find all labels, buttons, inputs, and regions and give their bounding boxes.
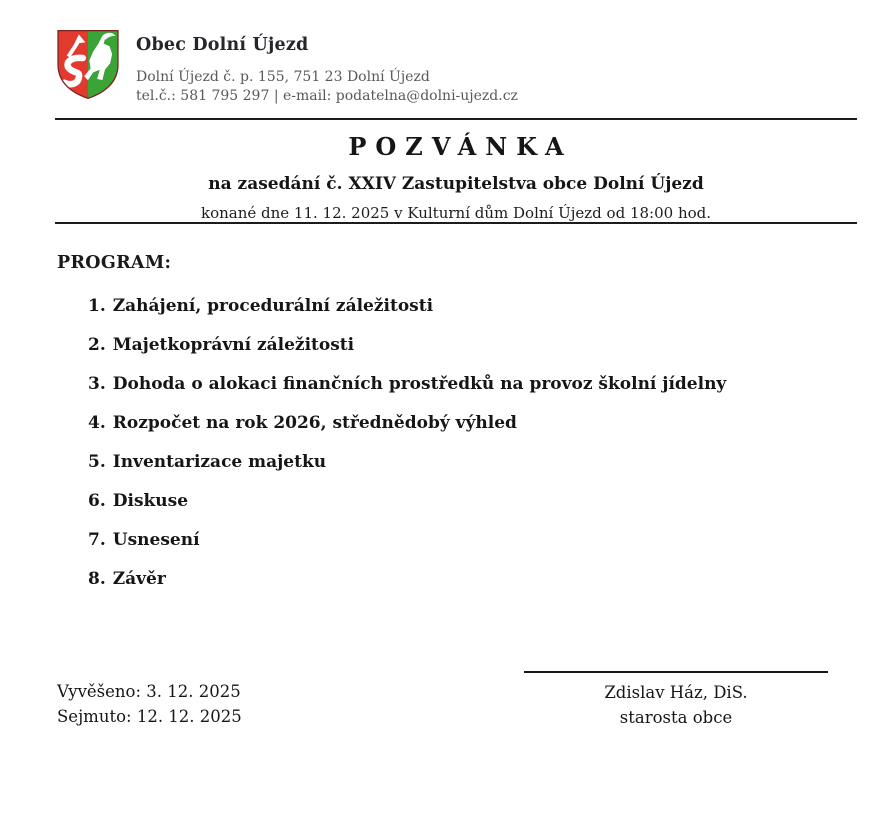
program-item-text: Dohoda o alokaci finančních prostředků na provoz školní jídelny: [112, 374, 727, 394]
signer-name: Zdislav Ház, DiS.: [604, 683, 748, 702]
program-item: [88, 569, 855, 589]
program-item-number: 2.: [88, 335, 106, 355]
organization-contact-block: [136, 68, 518, 106]
program-item-text: Inventarizace majetku: [112, 452, 327, 472]
municipal-coat-of-arms-icon: [55, 28, 121, 101]
program-item-text: Závěr: [112, 569, 166, 589]
program-item: [88, 530, 855, 550]
signer-title: starosta obce: [619, 708, 733, 727]
program-item-text: Rozpočet na rok 2026, střednědobý výhled: [112, 413, 517, 433]
program-item: [88, 452, 855, 472]
organization-address: Dolní Újezd č. p. 155, 751 23 Dolní Újezd: [136, 69, 430, 85]
organization-name: Obec Dolní Újezd: [136, 35, 309, 55]
document-subtitle: na zasedání č. XXIV Zastupitelstva obce Dolní Újezd: [208, 174, 704, 194]
program-item-number: 1.: [88, 296, 106, 316]
program-item-number: 8.: [88, 569, 106, 589]
program-item-number: 6.: [88, 491, 106, 511]
program-item: [88, 335, 855, 355]
program-item-number: 4.: [88, 413, 106, 433]
signature-block: [524, 671, 828, 730]
program-item-text: Zahájení, procedurální záležitosti: [112, 296, 434, 316]
letterhead: [55, 28, 857, 106]
program-item-number: 5.: [88, 452, 106, 472]
title-block: [55, 132, 857, 222]
program-item-text: Majetkoprávní záležitosti: [112, 335, 355, 355]
program-heading: PROGRAM:: [57, 253, 172, 273]
program-item-text: Usnesení: [112, 530, 200, 550]
removed-date: Sejmuto: 12. 12. 2025: [57, 707, 242, 726]
divider-bottom: [55, 222, 857, 224]
document-title: POZVÁNKA: [348, 132, 573, 161]
program-list: [88, 296, 855, 608]
meeting-date-place: konané dne 11. 12. 2025 v Kulturní dům Dolní Újezd od 18:00 hod.: [200, 204, 712, 222]
signature-line: [524, 671, 828, 673]
program-item: [88, 491, 855, 511]
program-item-number: 3.: [88, 374, 106, 394]
coat-of-arms-svg: [55, 28, 121, 101]
program-item: [88, 296, 855, 316]
posted-date: Vyvěšeno: 3. 12. 2025: [57, 682, 241, 701]
program-item-number: 7.: [88, 530, 106, 550]
posting-dates: [57, 679, 242, 729]
divider-top: [55, 118, 857, 120]
program-item: [88, 413, 855, 433]
program-item-text: Diskuse: [112, 491, 189, 511]
organization-contact: tel.č.: 581 795 297 | e-mail: podatelna@dolni-ujezd.cz: [136, 88, 518, 104]
program-item: [88, 374, 855, 394]
letterhead-text: [136, 28, 518, 106]
